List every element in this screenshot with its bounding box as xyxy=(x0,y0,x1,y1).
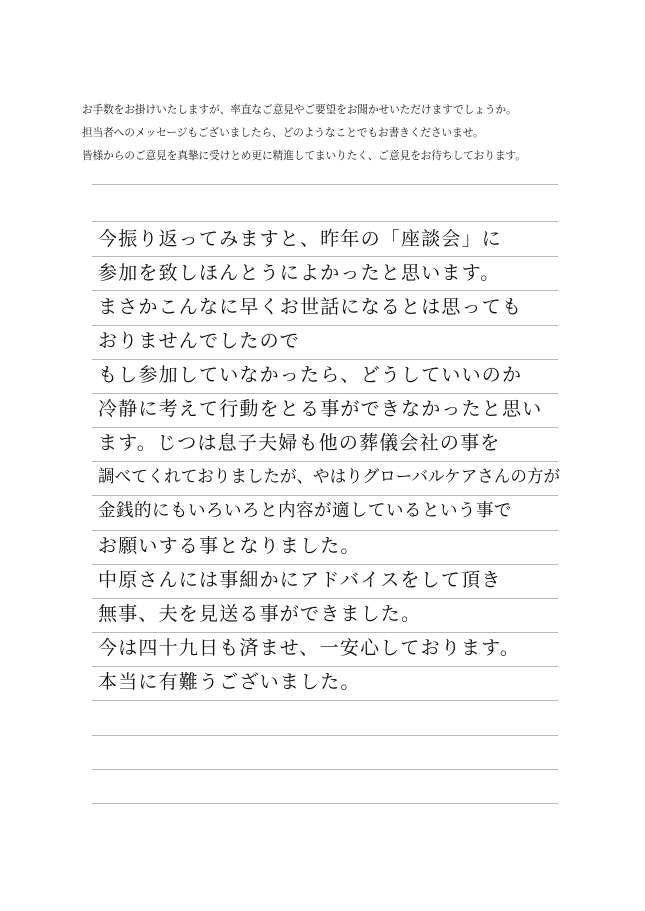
instruction-line-2: 担当者へのメッセージもございましたら、どのようなことでもお書きくださいませ。 xyxy=(82,127,484,139)
ruled-line xyxy=(92,461,558,462)
ruled-line xyxy=(92,735,558,736)
letter-line-9: 金銭的にもいろいろと内容が適しているという事で xyxy=(98,501,512,521)
ruled-line xyxy=(92,700,558,701)
ruled-line xyxy=(92,290,558,291)
ruled-line xyxy=(92,256,558,257)
ruled-line xyxy=(92,427,558,428)
letter-line-1: 今振り返ってみますと、昨年の「座談会」に xyxy=(98,228,503,250)
letter-line-8: 調べてくれておりましたが、やはりグローバルケアさんの方が xyxy=(98,467,560,487)
letter-line-7: ます。じつは息子夫婦も他の葬儀会社の事を xyxy=(98,432,501,454)
letter-line-5: もし参加していなかったら、どうしていいのか xyxy=(98,364,523,386)
ruled-line xyxy=(92,666,558,667)
ruled-line xyxy=(92,769,558,770)
letter-line-12: 無事、夫を見送る事ができました。 xyxy=(98,603,422,625)
ruled-line xyxy=(92,184,558,185)
ruled-line xyxy=(92,530,558,531)
letter-line-10: お願いする事となりました。 xyxy=(98,535,361,557)
letter-line-4: おりませんでしたので xyxy=(98,330,301,352)
ruled-line xyxy=(92,632,558,633)
letter-line-2: 参加を致しほんとうによかったと思います。 xyxy=(98,262,501,284)
letter-line-6: 冷静に考えて行動をとる事ができなかったと思い xyxy=(98,398,543,420)
letter-line-14: 本当に有難うございました。 xyxy=(98,671,361,693)
form-instructions xyxy=(82,104,582,173)
ruled-line xyxy=(92,359,558,360)
ruled-line xyxy=(92,495,558,496)
letter-line-11: 中原さんには事細かにアドバイスをして頂き xyxy=(98,569,502,591)
ruled-line xyxy=(92,393,558,394)
ruled-line xyxy=(92,803,558,804)
instruction-line-3: 皆様からのご意見を真摯に受けとめ更に精進してまいりたく、ご意見をお待ちしております。 xyxy=(82,150,526,162)
ruled-line xyxy=(92,598,558,599)
ruled-line xyxy=(92,325,558,326)
ruled-line xyxy=(92,221,558,222)
ruled-line xyxy=(92,564,558,565)
letter-line-3: まさかこんなに早くお世話になるとは思っても xyxy=(98,296,523,318)
instruction-line-1: お手数をお掛けいたしますが、率直なご意見やご要望をお聞かせいただけますでしょうか。 xyxy=(82,104,517,116)
letter-line-13: 今は四十九日も済ませ、一安心しております。 xyxy=(98,637,521,659)
